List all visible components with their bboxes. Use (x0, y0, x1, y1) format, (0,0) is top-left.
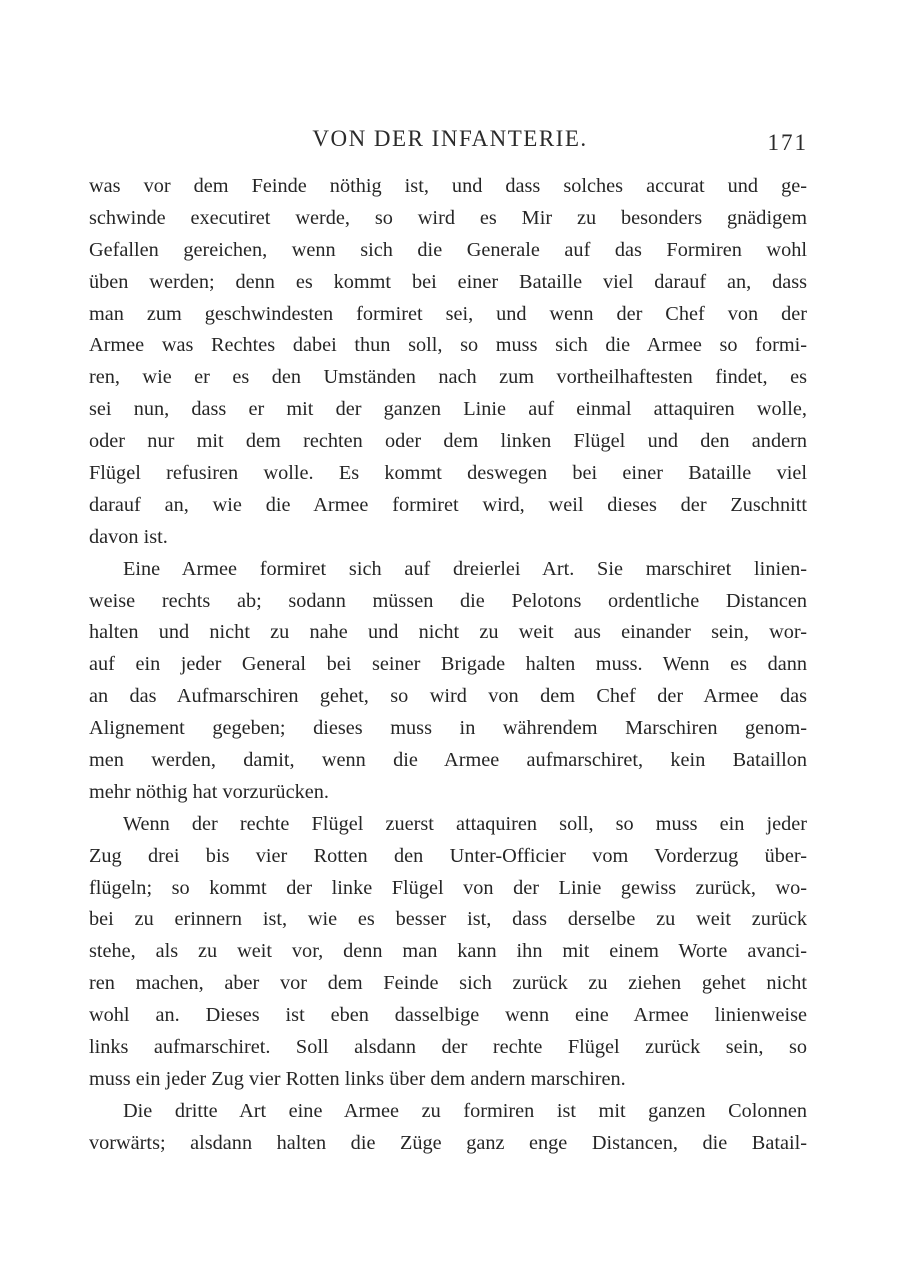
text-line: üben werden; denn es kommt bei einer Bataille viel darauf an, dass (89, 270, 807, 293)
paragraph (89, 1096, 807, 1160)
text-line: Flügel refusiren wolle. Es kommt deswegen bei einer Bataille viel (89, 462, 807, 485)
text-line: mehr nöthig hat vorzurücken. (89, 780, 329, 803)
text-line: flügeln; so kommt der linke Flügel von der Linie gewiss zurück, wo- (89, 876, 807, 899)
text-line: ren machen, aber vor dem Feinde sich zurück zu ziehen gehet nicht (89, 972, 807, 995)
text-line: muss ein jeder Zug vier Rotten links über dem andern marschiren. (89, 1067, 626, 1090)
text-line: davon ist. (89, 525, 168, 548)
text-line: bei zu erinnern ist, wie es besser ist, dass derselbe zu weit zurück (89, 908, 807, 931)
text-line: oder nur mit dem rechten oder dem linken Flügel und den andern (89, 430, 807, 453)
paragraph (89, 809, 807, 1096)
text-line: sei nun, dass er mit der ganzen Linie auf einmal attaquiren wolle, (89, 398, 807, 421)
text-line: Die dritte Art eine Armee zu formiren ist mit ganzen Colonnen (123, 1099, 807, 1122)
text-line: auf ein jeder General bei seiner Brigade halten muss. Wenn es dann (89, 653, 807, 676)
text-line: ren, wie er es den Umständen nach zum vortheilhaftesten findet, es (89, 366, 807, 389)
text-line: weise rechts ab; sodann müssen die Pelotons ordentliche Distancen (89, 589, 807, 612)
text-line: stehe, als zu weit vor, denn man kann ihn mit einem Worte avanci- (89, 940, 807, 963)
running-title: VON DER INFANTERIE. (312, 126, 588, 151)
text-line: an das Aufmarschiren gehet, so wird von dem Chef der Armee das (89, 685, 807, 708)
text-line: links aufmarschiret. Soll alsdann der rechte Flügel zurück sein, so (89, 1036, 807, 1059)
text-line: Zug drei bis vier Rotten den Unter-Officier vom Vorderzug über- (89, 844, 807, 867)
text-line: schwinde executiret werde, so wird es Mir zu besonders gnädigem (89, 206, 807, 229)
text-line: Gefallen gereichen, wenn sich die Generale auf das Formiren wohl (89, 238, 807, 261)
text-line: man zum geschwindesten formiret sei, und wenn der Chef von der (89, 302, 807, 325)
text-line: Alignement gegeben; dieses muss in währendem Marschiren genom- (89, 717, 807, 740)
running-head (0, 122, 900, 162)
page-number: 171 (767, 130, 808, 155)
text-line: halten und nicht zu nahe und nicht zu weit aus einander sein, wor- (89, 621, 807, 644)
body-text (89, 171, 807, 1160)
paragraph (89, 171, 807, 554)
text-line: wohl an. Dieses ist eben dasselbige wenn eine Armee linienweise (89, 1004, 807, 1027)
text-line: darauf an, wie die Armee formiret wird, weil dieses der Zuschnitt (89, 493, 807, 516)
text-line: men werden, damit, wenn die Armee aufmarschiret, kein Bataillon (89, 749, 807, 772)
text-line: was vor dem Feinde nöthig ist, und dass solches accurat und ge- (89, 175, 807, 197)
text-line: Wenn der rechte Flügel zuerst attaquiren soll, so muss ein jeder (123, 812, 807, 835)
paragraph (89, 554, 807, 809)
text-line: Armee was Rechtes dabei thun soll, so muss sich die Armee so formi- (89, 334, 807, 357)
text-line: vorwärts; alsdann halten die Züge ganz enge Distancen, die Batail- (89, 1131, 807, 1154)
text-line: Eine Armee formiret sich auf dreierlei Art. Sie marschiret linien- (123, 557, 807, 580)
